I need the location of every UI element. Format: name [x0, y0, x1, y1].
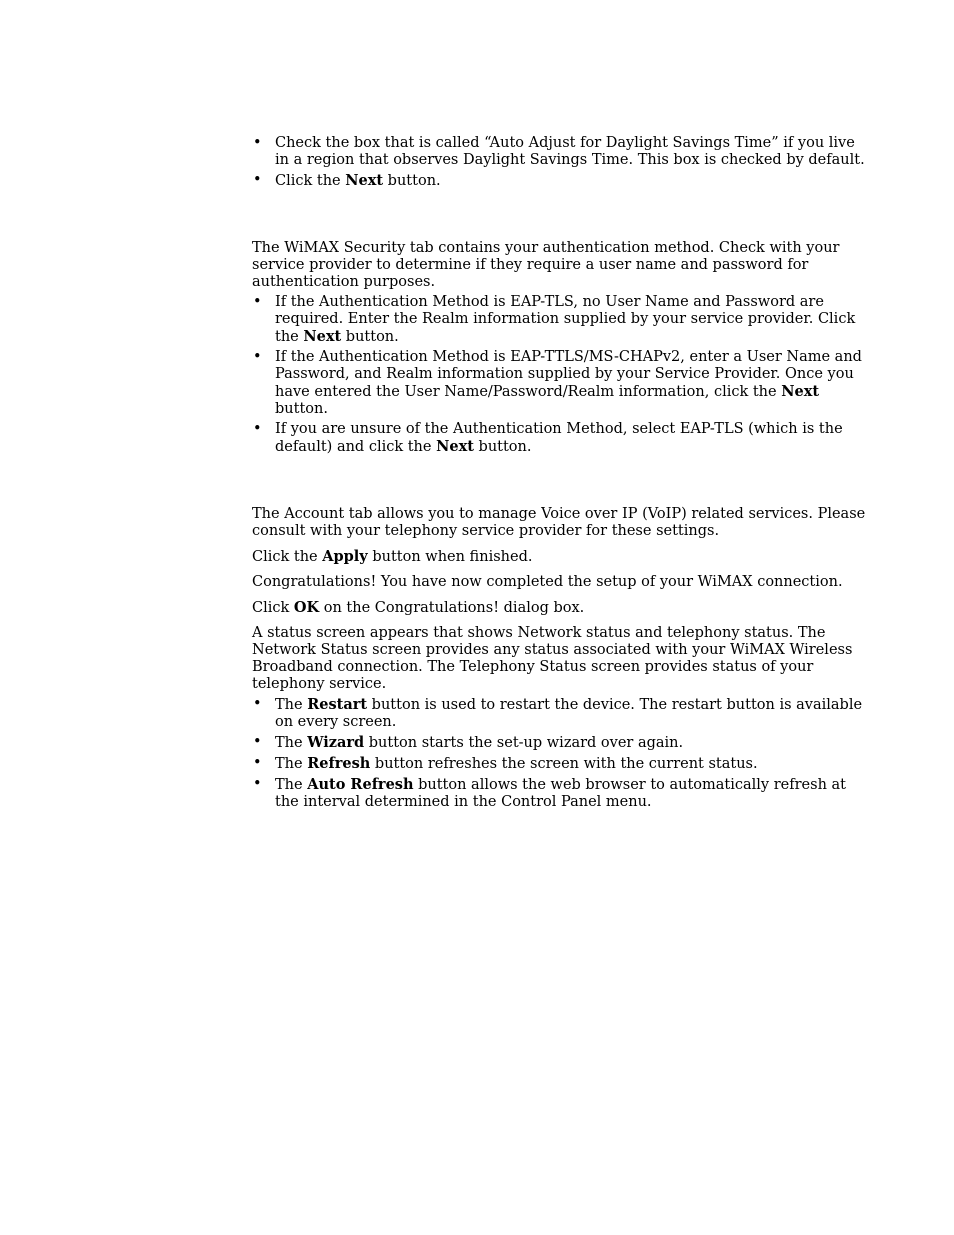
- next-button-reference: Next: [781, 383, 820, 400]
- apply-instruction: [252, 548, 868, 566]
- auto-refresh-button-reference: Auto Refresh: [307, 776, 414, 793]
- bullet-text: button is used to restart the device. The restart button is available on every screen.: [275, 697, 863, 730]
- bullet-text: The: [275, 735, 308, 751]
- bullet-text: If the Authentication Method is EAP-TLS, no User Name and Password are required. Enter the Realm information supplied by your service provider. Click the: [275, 294, 856, 345]
- list-item: [252, 734, 868, 752]
- list-item: [252, 172, 868, 190]
- instruction-text: Click: [252, 600, 294, 616]
- list-item: [252, 294, 868, 346]
- instruction-text: button when finished.: [367, 549, 533, 565]
- instruction-text: on the Congratulations! dialog box.: [319, 600, 585, 616]
- account-intro: The Account tab allows you to manage Voice over IP (VoIP) related services. Please consult with your telephony service provider for these settings.: [252, 506, 866, 539]
- wizard-button-reference: Wizard: [307, 734, 365, 751]
- list-item: [252, 349, 868, 418]
- bullet-text: button.: [341, 329, 399, 345]
- bullet-text: button allows the web browser to automatically refresh at the interval determined in the Control Panel menu.: [275, 777, 846, 810]
- bullet-text: button.: [383, 173, 441, 189]
- bullet-text: button.: [275, 401, 328, 417]
- next-button-reference: Next: [436, 438, 474, 455]
- refresh-button-reference: Refresh: [307, 755, 371, 772]
- bullet-text: button.: [473, 439, 532, 455]
- bullet-text: The: [275, 756, 308, 772]
- ok-button-reference: OK: [293, 599, 320, 616]
- bullet-text: If you are unsure of the Authentication Method, select EAP-TLS (which is the default) and click the: [275, 421, 843, 455]
- bullet-text: button starts the set-up wizard over again.: [364, 735, 684, 751]
- status-screen-description: A status screen appears that shows Network status and telephony status. The Network Status screen provides any status associated with your WiMAX Wireless Broadband connection. The Telephony Status screen provides status of your telephony service.: [252, 625, 853, 692]
- bullet-text: Check the box that is called “Auto Adjust for Daylight Savings Time” if you live in a region that observes Daylight Savings Time. This box is checked by default.: [275, 135, 865, 168]
- document-body: [252, 135, 868, 814]
- status-buttons-list: [252, 696, 868, 811]
- list-item: [252, 421, 868, 456]
- bullet-text: Click the: [275, 173, 346, 189]
- bullet-text: The: [275, 697, 308, 713]
- section-spacer: [252, 459, 868, 506]
- congratulations-text: Congratulations! You have now completed the setup of your WiMAX connection.: [252, 574, 843, 590]
- list-item: [252, 755, 868, 773]
- next-button-reference: Next: [303, 328, 342, 345]
- next-button-reference: Next: [345, 172, 384, 189]
- list-item: [252, 776, 868, 811]
- wimax-security-intro: The WiMAX Security tab contains your authentication method. Check with your service provider to determine if they require a user name and password for authentication purposes.: [252, 240, 840, 290]
- bullet-text: button refreshes the screen with the current status.: [370, 756, 758, 772]
- ok-instruction: [252, 599, 868, 617]
- instruction-text: Click the: [252, 549, 323, 565]
- authentication-list: [252, 294, 868, 456]
- list-item: [252, 135, 868, 169]
- time-settings-list: [252, 135, 868, 190]
- bullet-text: The: [275, 777, 308, 793]
- section-spacer: [252, 193, 868, 240]
- restart-button-reference: Restart: [307, 696, 368, 713]
- bullet-text: If the Authentication Method is EAP-TTLS/MS-CHAPv2, enter a User Name and Password, and Realm information supplied by your Service Provider. Once you have entered the User Name/Password/Realm information, click the: [275, 349, 862, 400]
- list-item: [252, 696, 868, 731]
- apply-button-reference: Apply: [322, 548, 368, 565]
